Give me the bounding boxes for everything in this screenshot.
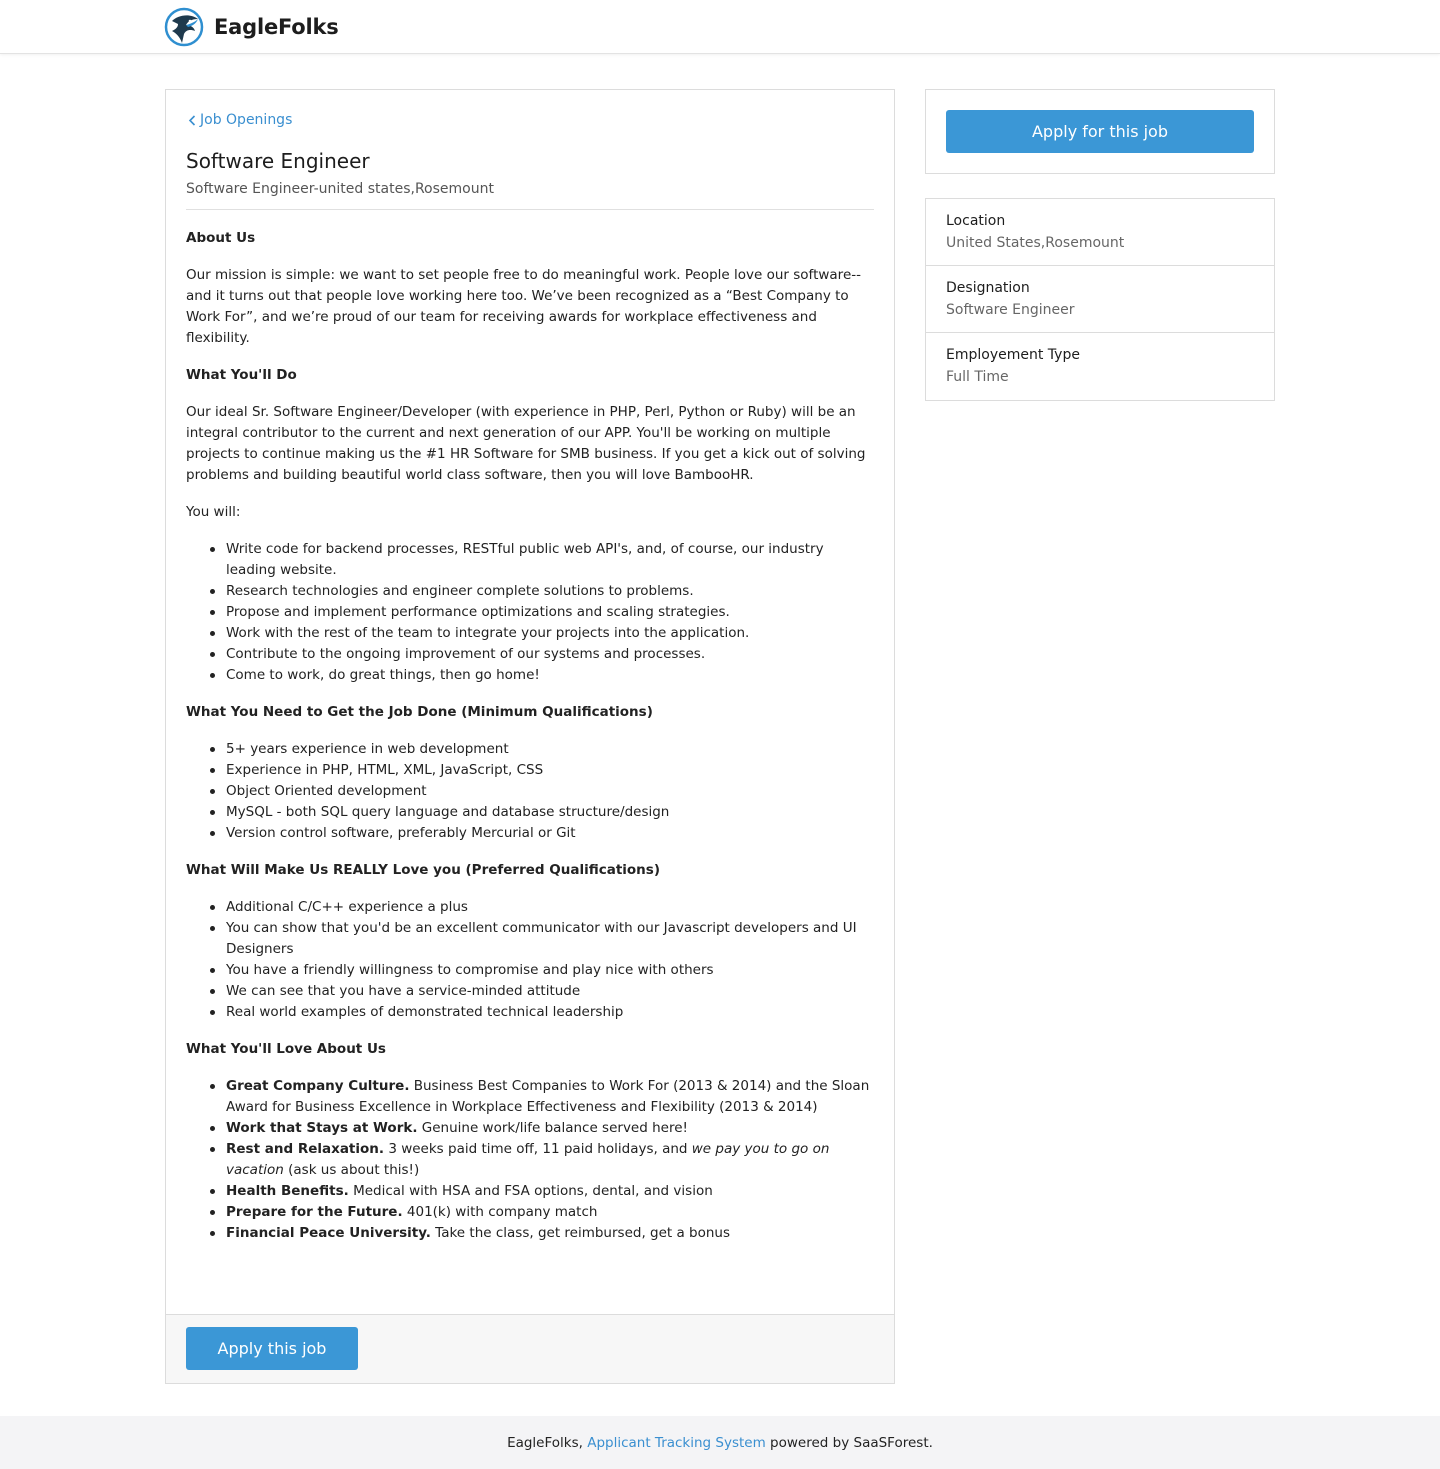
info-label: Employement Type (946, 347, 1080, 363)
apply-panel (925, 89, 1275, 174)
list-item (226, 1223, 874, 1244)
info-row-employment-type (926, 333, 1274, 400)
benefit-text: Take the class, get reimbursed, get a bonus (430, 1225, 731, 1241)
you-will-list (186, 539, 874, 686)
benefit-text: 401(k) with company match (402, 1204, 598, 1220)
list-item (226, 1139, 874, 1181)
job-subtitle: Software Engineer-united states,Rosemount (186, 181, 494, 197)
info-label: Location (946, 213, 1006, 229)
info-value: United States,Rosemount (946, 235, 1125, 251)
benefit-title: Financial Peace University. (226, 1225, 431, 1241)
list-item: Version control software, preferably Mercurial or Git (226, 823, 874, 844)
list-item: Research technologies and engineer complete solutions to problems. (226, 581, 874, 602)
list-item (226, 1181, 874, 1202)
info-value: Software Engineer (946, 302, 1075, 318)
apply-for-this-job-button[interactable]: Apply for this job (946, 110, 1254, 153)
list-item: Come to work, do great things, then go home! (226, 665, 874, 686)
back-to-job-openings-link[interactable] (188, 110, 292, 130)
you-will-label: You will: (186, 504, 241, 520)
info-value: Full Time (946, 369, 1009, 385)
job-title: Software Engineer (186, 149, 370, 173)
list-item: Propose and implement performance optimizations and scaling strategies. (226, 602, 874, 623)
job-detail-card (165, 89, 895, 1384)
benefit-title: Great Company Culture. (226, 1078, 410, 1094)
section-heading-love-about-us: What You'll Love About Us (186, 1041, 386, 1057)
benefit-text: 3 weeks paid time off, 11 paid holidays, and (384, 1141, 692, 1157)
benefit-title: Prepare for the Future. (226, 1204, 403, 1220)
list-item: Work with the rest of the team to integrate your projects into the application. (226, 623, 874, 644)
back-link-label: Job Openings (200, 112, 293, 128)
benefit-title: Work that Stays at Work. (226, 1120, 418, 1136)
brand-area[interactable] (164, 4, 339, 50)
page-footer (0, 1416, 1440, 1469)
section-heading-preferred-qualifications: What Will Make Us REALLY Love you (Preferred Qualifications) (186, 862, 660, 878)
job-info-panel (925, 198, 1275, 401)
info-row-location (926, 199, 1274, 266)
eagle-logo-icon (164, 7, 204, 47)
list-item: Experience in PHP, HTML, XML, JavaScript, CSS (226, 760, 874, 781)
list-item: You can show that you'd be an excellent communicator with our Javascript developers and UI Designers (226, 918, 874, 960)
list-item: Real world examples of demonstrated technical leadership (226, 1002, 874, 1023)
section-heading-minimum-qualifications: What You Need to Get the Job Done (Minimum Qualifications) (186, 704, 653, 720)
benefits-list (186, 1076, 874, 1244)
list-item (226, 1202, 874, 1223)
info-row-designation (926, 266, 1274, 333)
list-item: We can see that you have a service-minded attitude (226, 981, 874, 1002)
minimum-qualifications-list (186, 739, 874, 844)
benefit-text: Medical with HSA and FSA options, dental, and vision (348, 1183, 713, 1199)
list-item: Object Oriented development (226, 781, 874, 802)
job-card-footer (166, 1314, 894, 1383)
list-item: Additional C/C++ experience a plus (226, 897, 874, 918)
apply-this-job-button[interactable]: Apply this job (186, 1327, 358, 1370)
section-heading-about: About Us (186, 230, 256, 246)
about-paragraph: Our mission is simple: we want to set people free to do meaningful work. People love our software--and it turns out that people love working here too. We’ve been recognized as a “Best Company to Work For”, and we’re proud of our team for receiving awards for workplace effectiveness and flexibility. (186, 267, 861, 346)
list-item: Contribute to the ongoing improvement of our systems and processes. (226, 644, 874, 665)
chevron-left-icon (188, 115, 197, 126)
top-navbar (0, 0, 1440, 54)
applicant-tracking-system-link[interactable]: Applicant Tracking System (587, 1434, 766, 1451)
benefit-title: Health Benefits. (226, 1183, 349, 1199)
info-label: Designation (946, 280, 1030, 296)
benefit-title: Rest and Relaxation. (226, 1141, 385, 1157)
section-heading-what-youll-do: What You'll Do (186, 367, 297, 383)
list-item: MySQL - both SQL query language and database structure/design (226, 802, 874, 823)
title-divider (186, 209, 874, 210)
list-item: You have a friendly willingness to compromise and play nice with others (226, 960, 874, 981)
list-item (226, 1118, 874, 1139)
job-detail-body (166, 90, 894, 1244)
brand-name: EagleFolks (214, 15, 339, 39)
benefit-text: Genuine work/life balance served here! (417, 1120, 688, 1136)
list-item (226, 1076, 874, 1118)
job-description (186, 228, 874, 1244)
what-youll-do-paragraph: Our ideal Sr. Software Engineer/Developer (with experience in PHP, Perl, Python or Ruby) will be an integral contributor to the current and next generation of our APP. You'll be working on multiple projects to continue making us the #1 HR Software for SMB business. If you get a kick out of solving problems and building beautiful world class software, then you will love BambooHR. (186, 404, 866, 483)
list-item: Write code for backend processes, RESTful public web API's, and, of course, our industry leading website. (226, 539, 874, 581)
list-item: 5+ years experience in web development (226, 739, 874, 760)
footer-prefix: EagleFolks, (507, 1434, 588, 1451)
benefit-italic-text: we pay you to go on vacation (226, 1141, 830, 1178)
benefit-text-suffix: (ask us about this!) (283, 1162, 420, 1178)
benefit-text: Business Best Companies to Work For (2013 & 2014) and the Sloan Award for Business Excellence in Workplace Effectiveness and Flexibility (2013 & 2014) (226, 1078, 870, 1115)
preferred-qualifications-list (186, 897, 874, 1023)
footer-suffix: powered by SaaSForest. (765, 1434, 933, 1451)
